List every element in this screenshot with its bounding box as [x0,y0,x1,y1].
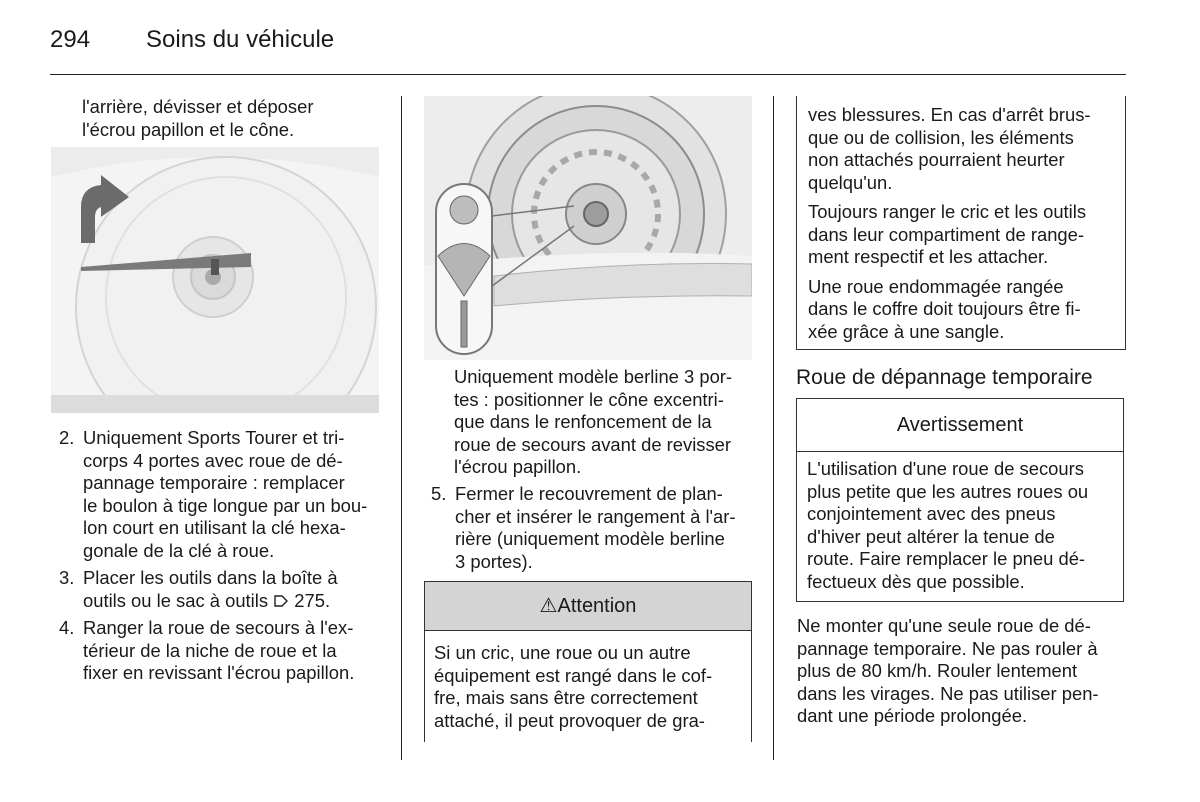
header-rule [50,74,1126,75]
section-heading: Roue de dépannage temporaire [796,366,1093,389]
page-title: Soins du véhicule [146,26,335,53]
warning-triangle-icon: ⚠ [539,595,558,617]
attention-continued-text: ves blessures. En cas d'arrêt brus- que ou de collision, les éléments non attachés pourraient heurter quelqu'un. Toujours ranger le cric et les outils dans leur compartiment de range- ment respectif et les attacher. Une roue endommagée rangée dans le coffre doit toujours être fi- xée grâce à une sangle. [808,104,1091,342]
warning-title: Avertissement [797,399,1123,452]
final-paragraph: Ne monter qu'une seule roue de dé- pannage temporaire. Ne pas rouler à plus de 80 km/h. Rouler lentement dans les virages. Ne pas utiliser pen- dant une période prolongée. [797,615,1099,726]
warning-text: L'utilisation d'une roue de secours plus petite que les autres roues ou conjointement avec des pneus d'hiver peut altérer la tenue de route. Faire remplacer le pneu dé- fectueux dès que possible. [807,458,1089,592]
intro-text: l'arrière, dévisser et déposer l'écrou papillon et le cône. [82,96,314,140]
warning-box [796,398,1124,602]
eccentric-cone-illustration [424,96,752,360]
spare-wheel-illustration [51,147,379,413]
attention-box [424,581,752,742]
attention-title: ⚠Attention [425,582,751,631]
attention-text: Si un cric, une roue ou un autre équipement est rangé dans le cof- fre, mais sans être correctement attaché, il peut provoquer de gra- [434,642,713,731]
column-divider-1 [401,96,402,760]
page-ref-arrow-icon [273,594,289,608]
page-number: 294 [50,26,91,53]
page-ref: 275. [294,589,331,611]
illustration-caption: Uniquement modèle berline 3 por- tes : positionner le cône excentri- que dans le renfoncement de la roue de secours avant de revisser l'écrou papillon. [454,366,733,477]
attention-continued-box [796,96,1126,350]
column-divider-2 [773,96,774,760]
